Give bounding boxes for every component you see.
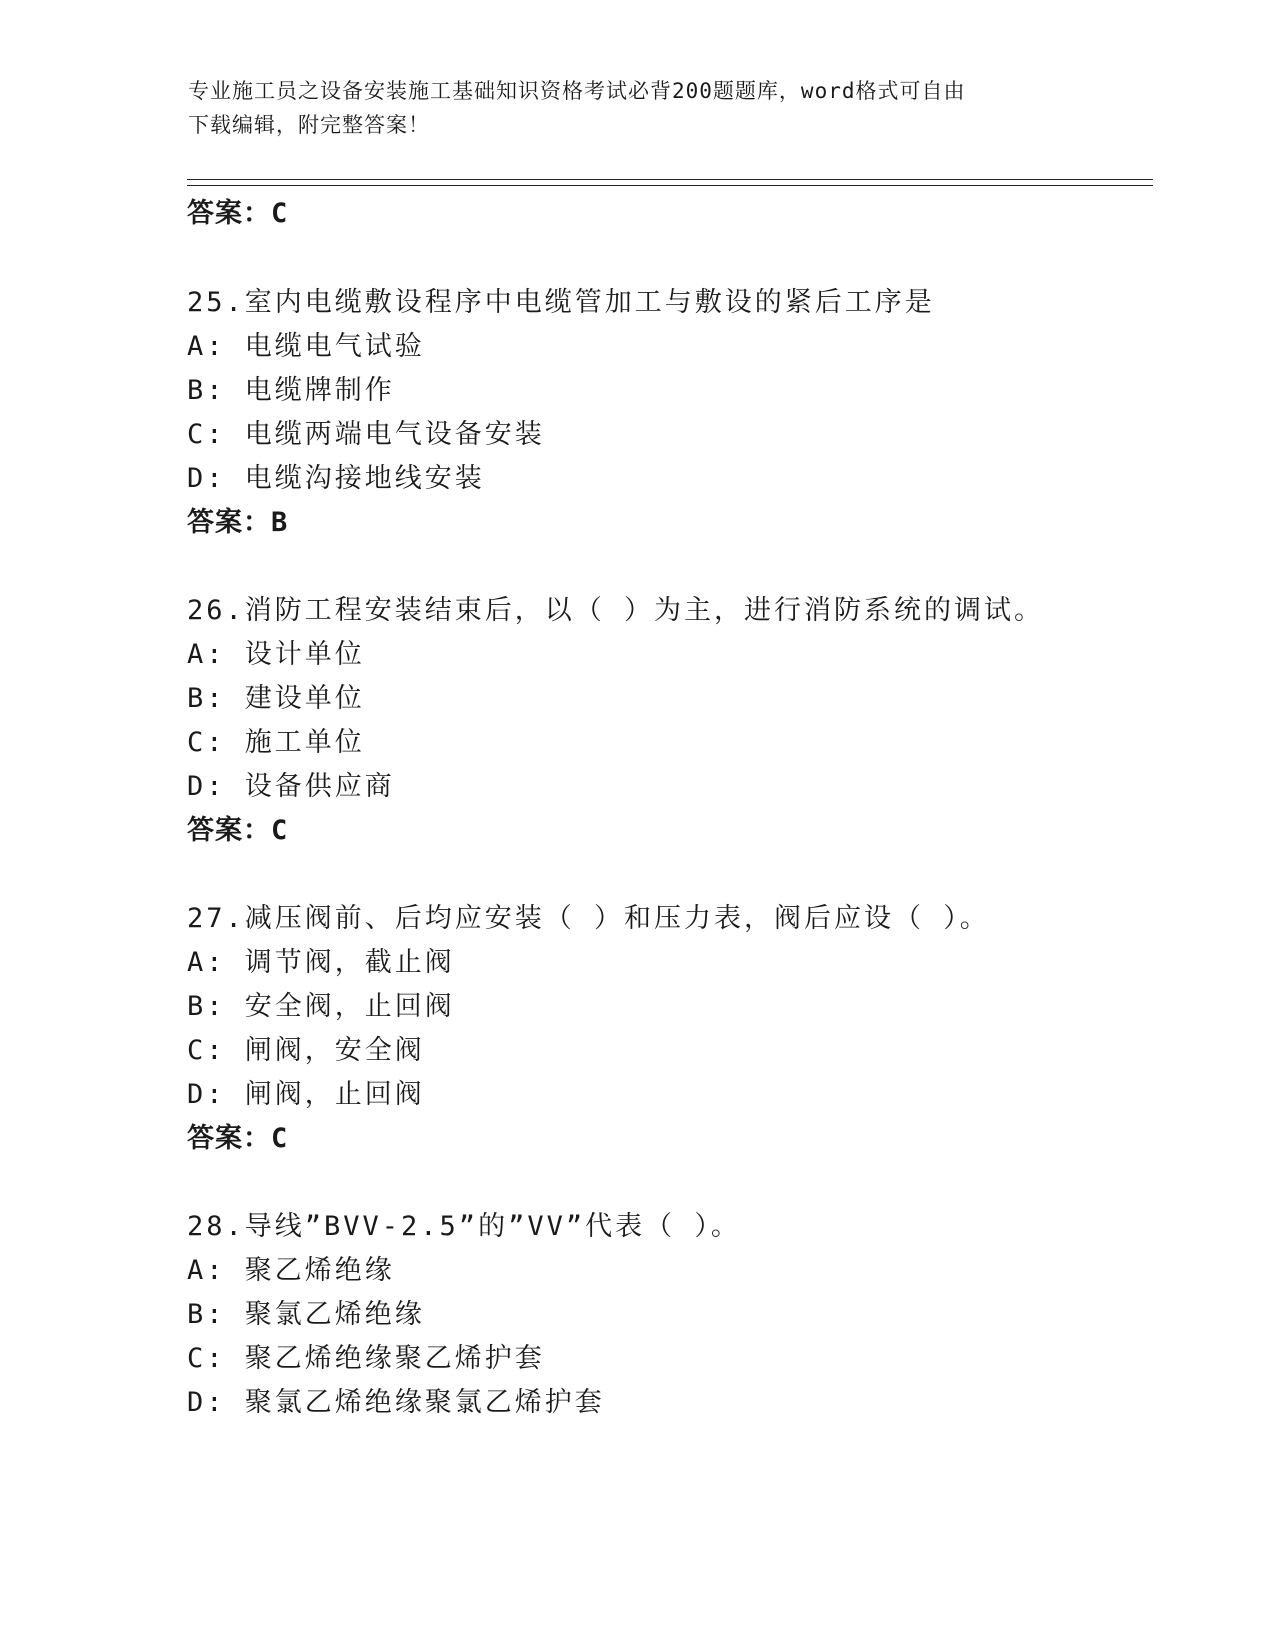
question-27-option-d: D: 闸阀，止回阀 [187,1079,425,1110]
question-26-option-c: C: 施工单位 [187,727,365,758]
header-divider-bottom [187,185,1153,186]
question-26-option-b: B: 建设单位 [187,683,365,714]
question-28-option-a: A: 聚乙烯绝缘 [187,1255,395,1286]
question-26-option-a: A: 设计单位 [187,639,365,670]
header-divider-top [187,179,1153,180]
question-27-option-c: C: 闸阀，安全阀 [187,1035,425,1066]
question-27-option-b: B: 安全阀，止回阀 [187,991,455,1022]
question-25-answer: 答案：B [187,507,289,538]
question-28-option-b: B: 聚氯乙烯绝缘 [187,1299,425,1330]
question-26-stem: 26.消防工程安装结束后，以（ ）为主，进行消防系统的调试。 [187,595,1045,626]
question-26-option-d: D: 设备供应商 [187,771,395,802]
question-27-stem: 27.减压阀前、后均应安装（ ）和压力表，阀后应设（ ）。 [187,903,990,934]
question-25-option-c: C: 电缆两端电气设备安装 [187,419,545,450]
question-25-option-d: D: 电缆沟接地线安装 [187,463,485,494]
question-25-stem: 25.室内电缆敷设程序中电缆管加工与敷设的紧后工序是 [187,287,935,318]
question-25-option-a: A: 电缆电气试验 [187,331,425,362]
document-header [188,74,1088,142]
question-26-answer: 答案：C [187,815,289,846]
prev-answer: 答案：C [187,198,289,229]
question-28-option-d: D: 聚氯乙烯绝缘聚氯乙烯护套 [187,1387,605,1418]
question-25-option-b: B: 电缆牌制作 [187,375,395,406]
question-27-option-a: A: 调节阀，截止阀 [187,947,455,978]
header-line-2: 下载编辑，附完整答案！ [188,113,430,137]
header-line-1: 专业施工员之设备安装施工基础知识资格考试必背200题题库，word格式可自由 [188,79,966,103]
question-27-answer: 答案：C [187,1123,289,1154]
question-28-stem: 28.导线”BVV-2.5”的”VV”代表（ ）。 [187,1211,741,1242]
question-28-option-c: C: 聚乙烯绝缘聚乙烯护套 [187,1343,545,1374]
